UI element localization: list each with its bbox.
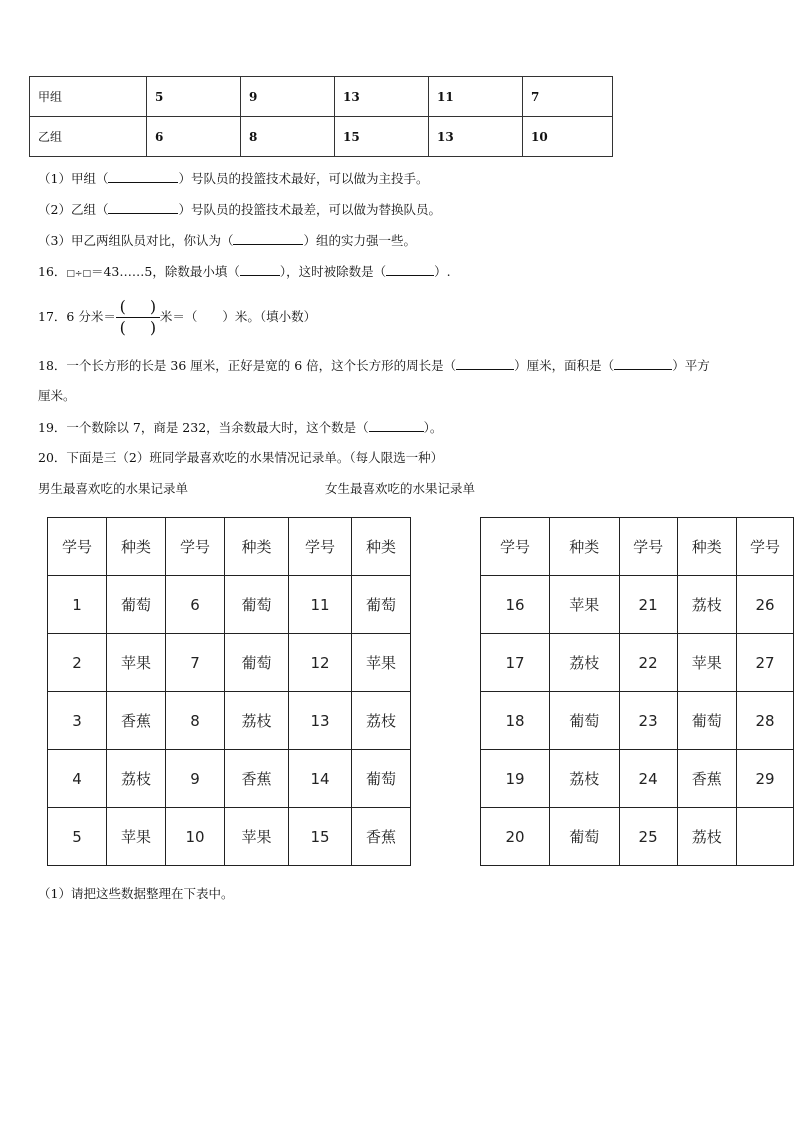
fraction [116, 297, 160, 338]
answer-blank[interactable] [240, 263, 280, 276]
table-cell: 29 [736, 750, 793, 808]
answer-blank[interactable] [108, 201, 178, 214]
answer-blank[interactable] [369, 419, 424, 432]
girls-fruit-table [480, 517, 794, 866]
table-cell: 苹果 [107, 634, 166, 692]
table-row [48, 750, 411, 808]
table-cell: 葡萄 [225, 576, 289, 634]
table-cell: 9 [166, 750, 225, 808]
table-cell: 6 [166, 576, 225, 634]
header-cell: 学号 [736, 518, 793, 576]
question-16: 16．□÷□＝43……5，除数最小填（ ），这时被除数是（ ）. [38, 264, 451, 279]
answer-blank[interactable] [614, 357, 672, 370]
table-cell: 11 [289, 576, 352, 634]
table-cell: 9 [241, 77, 335, 117]
table-cell: 11 [429, 77, 523, 117]
table-header-row [48, 518, 411, 576]
fraction-denominator[interactable]: ( ) [119, 318, 157, 337]
table-cell: 7 [166, 634, 225, 692]
table-cell: 荔枝 [550, 750, 620, 808]
question-15-part-2: （2）乙组（ ）号队员的投篮技术最差，可以做为替换队员。 [38, 202, 441, 217]
question-20-part-1: （1）请把这些数据整理在下表中。 [38, 886, 234, 901]
table-cell: 3 [48, 692, 107, 750]
table-cell: 19 [481, 750, 550, 808]
table-cell: 8 [166, 692, 225, 750]
table-cell: 葡萄 [550, 692, 620, 750]
table-row [30, 117, 613, 157]
table-cell: 22 [619, 634, 677, 692]
table-cell: 葡萄 [677, 692, 736, 750]
table-row [48, 808, 411, 866]
table-cell: 10 [523, 117, 613, 157]
header-cell: 学号 [481, 518, 550, 576]
table-cell: 香蕉 [352, 808, 411, 866]
table-cell: 15 [335, 117, 429, 157]
girls-table-viewport [480, 517, 794, 867]
table-cell: 1 [48, 576, 107, 634]
table-cell: 24 [619, 750, 677, 808]
table-cell: 7 [523, 77, 613, 117]
table-cell: 12 [289, 634, 352, 692]
table-cell: 2 [48, 634, 107, 692]
table-cell: 16 [481, 576, 550, 634]
answer-blank[interactable] [456, 357, 514, 370]
answer-blank[interactable] [233, 232, 303, 245]
header-cell: 种类 [225, 518, 289, 576]
table-cell: 25 [619, 808, 677, 866]
divide-symbol: ÷ [74, 269, 83, 279]
table-cell: 香蕉 [677, 750, 736, 808]
table-header-row [481, 518, 794, 576]
table-cell: 10 [166, 808, 225, 866]
table-cell: 苹果 [550, 576, 620, 634]
table-cell: 葡萄 [352, 750, 411, 808]
header-cell: 种类 [107, 518, 166, 576]
fraction-numerator[interactable]: ( ) [119, 297, 157, 316]
header-cell: 种类 [352, 518, 411, 576]
score-table [29, 76, 613, 157]
answer-blank[interactable] [108, 170, 178, 183]
table-cell: 28 [736, 692, 793, 750]
table-cell: 8 [241, 117, 335, 157]
question-15-part-1: （1）甲组（ ）号队员的投篮技术最好，可以做为主投手。 [38, 171, 429, 186]
header-cell: 种类 [550, 518, 620, 576]
table-cell: 苹果 [352, 634, 411, 692]
question-15-part-3: （3）甲乙两组队员对比，你认为（ ）组的实力强一些。 [38, 233, 416, 248]
box-symbol: □ [82, 269, 91, 279]
girls-table-title: 女生最喜欢吃的水果记录单 [325, 481, 476, 496]
table-cell: 葡萄 [550, 808, 620, 866]
table-cell: 27 [736, 634, 793, 692]
table-cell: 苹果 [677, 634, 736, 692]
table-cell: 17 [481, 634, 550, 692]
table-cell: 23 [619, 692, 677, 750]
header-cell: 学号 [166, 518, 225, 576]
table-row [30, 77, 613, 117]
table-cell: 5 [147, 77, 241, 117]
table-cell: 葡萄 [352, 576, 411, 634]
table-cell: 荔枝 [352, 692, 411, 750]
question-18: 18．一个长方形的长是 36 厘米，正好是宽的 6 倍，这个长方形的周长是（ ）厘米，面积是（ ）平方 [38, 358, 710, 373]
table-cell: 14 [289, 750, 352, 808]
question-18-line-2: 厘米。 [38, 388, 76, 403]
table-cell: 苹果 [107, 808, 166, 866]
header-cell: 种类 [677, 518, 736, 576]
table-cell: 荔枝 [677, 576, 736, 634]
table-cell: 13 [335, 77, 429, 117]
table-cell: 4 [48, 750, 107, 808]
table-cell: 苹果 [225, 808, 289, 866]
table-cell: 6 [147, 117, 241, 157]
table-cell: 葡萄 [225, 634, 289, 692]
row-label: 乙组 [30, 117, 147, 157]
answer-blank[interactable] [386, 263, 434, 276]
table-cell: 5 [48, 808, 107, 866]
box-symbol: □ [66, 269, 75, 279]
table-row [481, 634, 794, 692]
table-cell: 21 [619, 576, 677, 634]
table-cell: 13 [429, 117, 523, 157]
table-row [48, 692, 411, 750]
question-19: 19．一个数除以 7，商是 232，当余数最大时，这个数是（ ）。 [38, 420, 443, 435]
table-row [48, 634, 411, 692]
row-label: 甲组 [30, 77, 147, 117]
table-row [48, 576, 411, 634]
table-cell: 26 [736, 576, 793, 634]
table-cell: 香蕉 [107, 692, 166, 750]
header-cell: 学号 [48, 518, 107, 576]
table-cell: 荔枝 [107, 750, 166, 808]
table-row [481, 808, 794, 866]
table-cell [736, 808, 793, 866]
boys-fruit-table [47, 517, 411, 866]
table-cell: 13 [289, 692, 352, 750]
table-row [481, 576, 794, 634]
header-cell: 学号 [289, 518, 352, 576]
table-cell: 15 [289, 808, 352, 866]
question-17: 17．6 分米＝ $\frac{( )}{( )}$ 米＝（ ）米。（填小数） [38, 297, 317, 337]
table-cell: 荔枝 [677, 808, 736, 866]
table-cell: 20 [481, 808, 550, 866]
table-cell: 18 [481, 692, 550, 750]
header-cell: 学号 [619, 518, 677, 576]
question-20: 20．下面是三（2）班同学最喜欢吃的水果情况记录单。（每人限选一种） [38, 450, 444, 465]
table-row [481, 750, 794, 808]
table-cell: 香蕉 [225, 750, 289, 808]
table-cell: 荔枝 [550, 634, 620, 692]
boys-table-title: 男生最喜欢吃的水果记录单 [38, 481, 189, 496]
table-cell: 荔枝 [225, 692, 289, 750]
table-cell: 葡萄 [107, 576, 166, 634]
table-row [481, 692, 794, 750]
